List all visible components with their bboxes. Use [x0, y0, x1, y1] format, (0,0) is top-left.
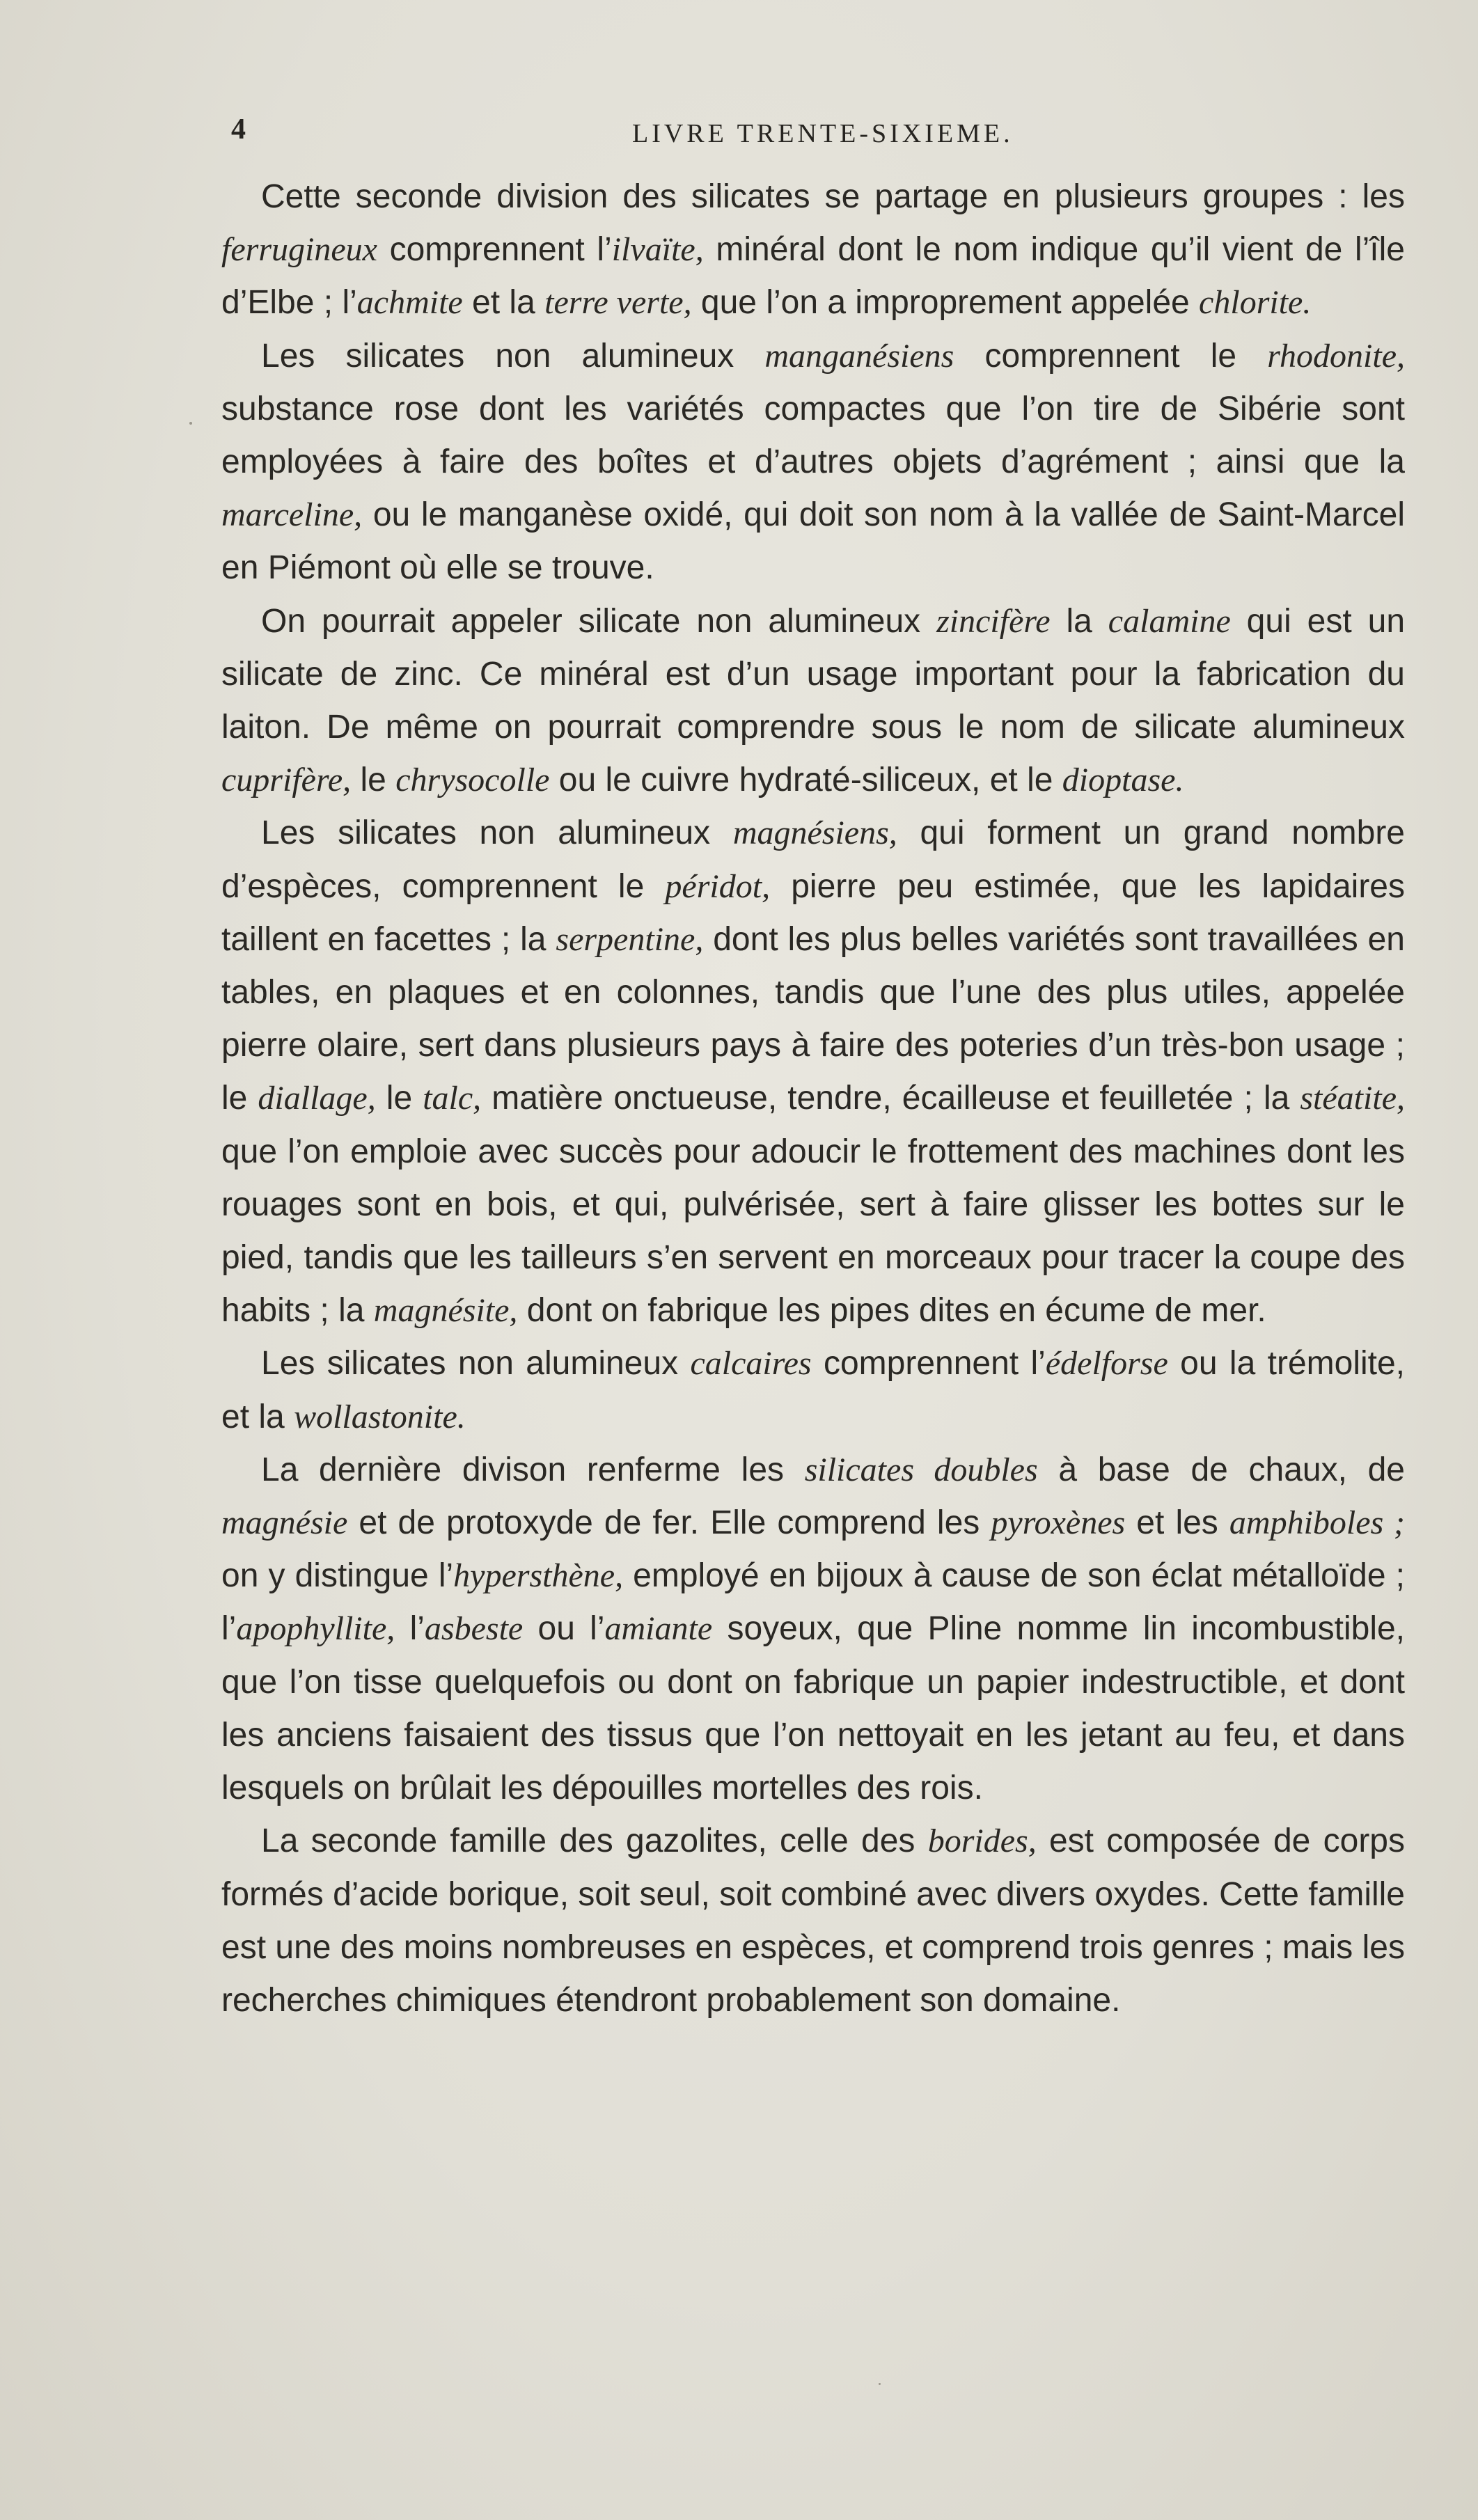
italic-term: zincifère — [936, 602, 1051, 640]
italic-term: borides, — [927, 1822, 1037, 1860]
italic-term: pyroxènes — [991, 1504, 1126, 1542]
text-run: la — [1050, 602, 1108, 640]
running-title: LIVRE TRENTE-SIXIEME. — [632, 119, 1014, 148]
italic-term: serpentine, — [556, 920, 704, 958]
text-run: La dernière divison renferme les — [261, 1451, 805, 1488]
text-run: soyeux, que Pline nomme lin incombustible, que l’on tisse quelquefois ou dont on fabrique un papier indestructible, et dont les anciens faisaient des tissus que l’on nettoyait en les jetant au feu, et dans lesquels on brûlait les dépouilles mortelles des rois. — [221, 1610, 1406, 1807]
text-run: ou le cuivre hydraté-siliceux, et le — [549, 762, 1062, 799]
italic-term: marceline, — [221, 496, 363, 534]
italic-term: asbeste — [424, 1610, 524, 1648]
text-run: que l’on emploie avec succès pour adoucir le frottement des machines dont les rouages sont en bois, et qui, pulvérisée, sert à faire glisser les bottes sur le pied, tandis que les tailleurs s’en servent en morceaux pour tracer la coupe des habits ; la — [221, 1133, 1405, 1330]
italic-term: silicates doubles — [804, 1451, 1038, 1488]
page-header — [221, 113, 1405, 155]
text-run: minéral dont le nom indique qu’il vient de l’île d’Elbe ; l’ — [221, 231, 1406, 322]
italic-term: ilvaïte, — [611, 231, 704, 269]
paragraph-silicates-doubles — [221, 1444, 1405, 1815]
text-run: comprennent l’ — [811, 1345, 1046, 1383]
text-run: à base de chaux, de — [1037, 1451, 1405, 1488]
text-run: Les silicates non alumineux — [261, 1345, 691, 1383]
text-run: et les — [1125, 1504, 1229, 1542]
text-run: comprennent le — [954, 337, 1268, 375]
text-run: est composée de corps formés d’acide borique, soit seul, soit combiné avec divers oxydes. Cette famille est une des moins nombreuses en espèces, et comprend trois genres ; mais les recherches chimiques étendront probablement son domaine. — [221, 1822, 1405, 2019]
italic-term: magnésiens, — [732, 814, 897, 852]
text-run: matière onctueuse, tendre, écailleuse et feuilletée ; la — [481, 1080, 1300, 1117]
text-run: dont on fabrique les pipes dites en écume de mer. — [517, 1292, 1266, 1330]
text-run: et la — [462, 284, 545, 322]
italic-term: chlorite. — [1199, 284, 1312, 322]
italic-term: magnésite, — [373, 1292, 518, 1330]
italic-term: péridot, — [665, 867, 771, 905]
italic-term: hypersthène, — [453, 1557, 624, 1595]
page-number: 4 — [231, 113, 246, 145]
italic-term: achmite — [356, 284, 463, 322]
text-run: Les silicates non alumineux — [261, 814, 733, 852]
text-run: Les silicates non alumineux — [261, 337, 765, 375]
italic-term: cuprifère, — [221, 762, 352, 799]
text-run: La seconde famille des gazolites, celle des — [261, 1822, 928, 1860]
paragraph-ferrugineux — [221, 171, 1405, 330]
text-run: l’ — [395, 1610, 425, 1648]
text-run: ou le manganèse oxidé, qui doit son nom à la vallée de Saint-Marcel en Piémont où elle se trouve. — [221, 496, 1405, 587]
body-text — [221, 171, 1405, 2027]
text-run: qui est un silicate de zinc. Ce minéral est d’un usage important pour la fabrication du laiton. De même on pourrait comprendre sous le nom de silicate alumineux — [221, 602, 1406, 746]
italic-term: manganésiens — [764, 337, 954, 375]
text-run: et de protoxyde de fer. Elle comprend les — [347, 1504, 991, 1542]
paragraph-borides — [221, 1815, 1405, 2027]
italic-term: apophyllite, — [236, 1610, 395, 1648]
text-run: comprennent l’ — [377, 231, 612, 269]
italic-term: rhodonite, — [1267, 337, 1405, 375]
paragraph-zincifere — [221, 595, 1405, 808]
text-run: ou l’ — [523, 1610, 605, 1648]
text-run: ou la trémolite, et la — [221, 1345, 1406, 1435]
italic-term: dioptase. — [1062, 762, 1184, 799]
italic-term: calcaires — [690, 1345, 812, 1383]
italic-term: diallage, — [258, 1080, 376, 1117]
italic-term: amiante — [604, 1610, 713, 1648]
italic-term: calamine — [1108, 602, 1231, 640]
text-run: substance rose dont les variétés compactes que l’on tire de Sibérie sont employées à faire des boîtes et d’autres objets d’agrément ; ainsi que la — [221, 390, 1405, 481]
italic-term: édelforse — [1045, 1345, 1168, 1383]
text-run: Cette seconde division des silicates se partage en plusieurs groupes : les — [261, 178, 1405, 215]
text-run: on y distingue l’ — [221, 1557, 454, 1595]
text-run: dont les plus belles variétés sont travaillées en tables, en plaques et en colonnes, tandis que l’une des plus utiles, appelée pierre olaire, sert dans plusieurs pays à faire des poteries d’un très-bon usage ; le — [221, 920, 1406, 1117]
italic-term: terre verte, — [544, 284, 692, 322]
paragraph-calcaires — [221, 1337, 1405, 1443]
italic-term: chrysocolle — [395, 762, 550, 799]
italic-term: ferrugineux — [221, 231, 377, 269]
paragraph-manganesiens — [221, 330, 1405, 595]
text-run: qui forment un grand nombre d’espèces, comprennent le — [221, 814, 1405, 905]
text-run: employé en bijoux à cause de son éclat métalloïde ; l’ — [221, 1557, 1406, 1648]
paragraph-magnesiens — [221, 807, 1405, 1337]
text-run: le — [375, 1080, 423, 1117]
text-run: On pourrait appeler silicate non alumineux — [261, 602, 937, 640]
italic-term: talc, — [423, 1080, 482, 1117]
paper-speck — [879, 2383, 881, 2385]
paper-speck — [189, 422, 192, 425]
italic-term: wollastonite. — [294, 1398, 466, 1435]
text-run: pierre peu estimée, que les lapidaires taillent en facettes ; la — [221, 867, 1406, 958]
italic-term: amphiboles ; — [1229, 1504, 1405, 1542]
italic-term: magnésie — [221, 1504, 348, 1542]
text-run: que l’on a improprement appelée — [691, 284, 1200, 322]
text-run: le — [351, 762, 396, 799]
italic-term: stéatite, — [1300, 1080, 1405, 1117]
